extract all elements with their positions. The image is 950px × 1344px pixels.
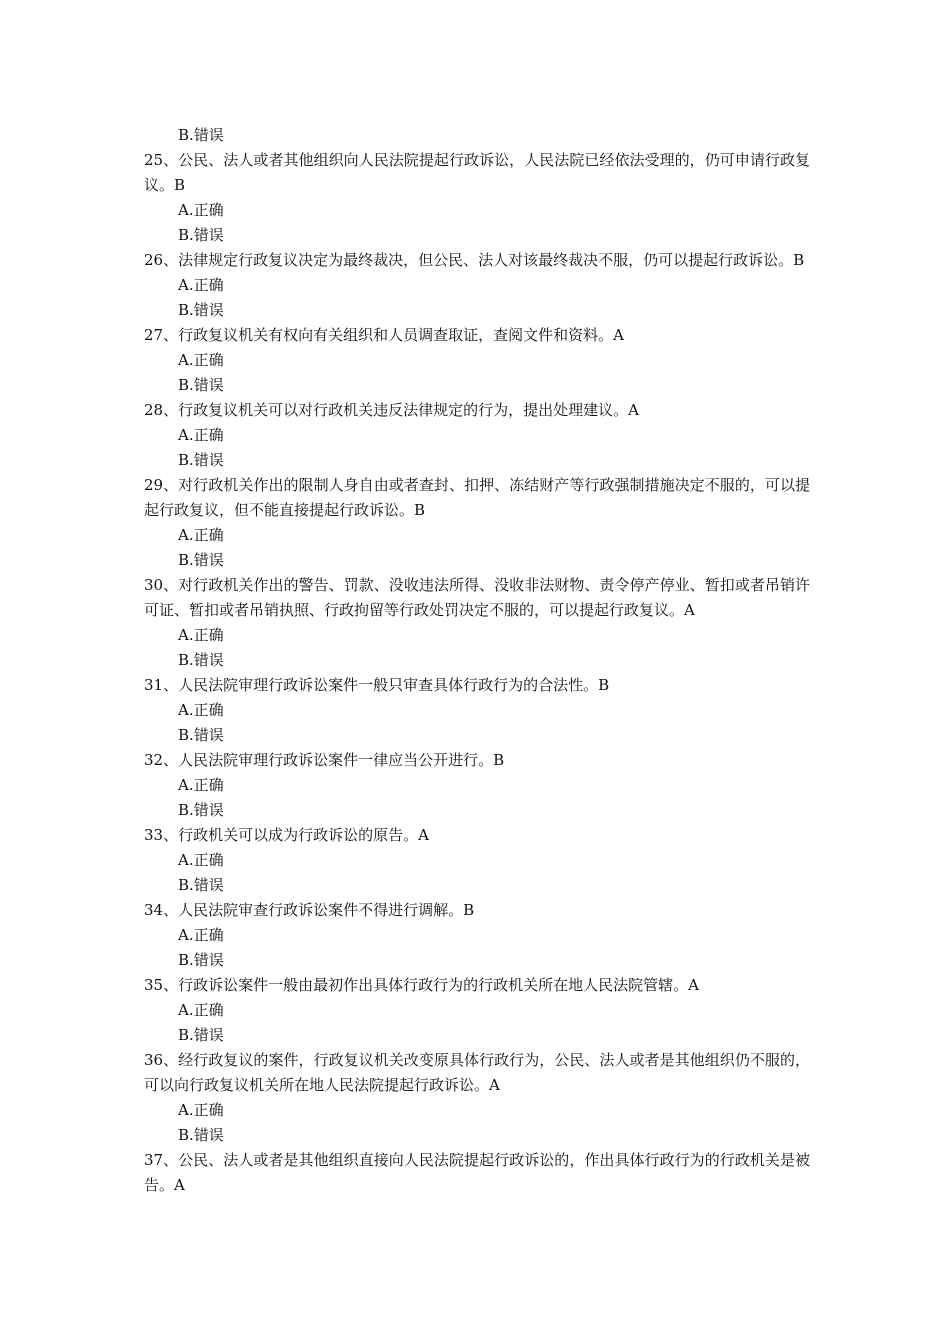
option-a: A.正确 <box>178 701 224 719</box>
question-block <box>144 148 810 248</box>
question-text: 26、法律规定行政复议决定为最终裁决，但公民、法人对该最终裁决不服，仍可以提起行政诉讼。B <box>144 251 805 269</box>
question-text: 27、行政复议机关有权向有关组织和人员调查取证，查阅文件和资料。A <box>144 326 624 344</box>
option-a: A.正确 <box>178 276 224 294</box>
question-text: 33、行政机关可以成为行政诉讼的原告。A <box>144 826 429 844</box>
question-block <box>144 473 810 573</box>
question-block <box>144 823 810 898</box>
option-b: B.错误 <box>178 801 224 819</box>
question-block <box>144 673 810 748</box>
question-block <box>144 748 810 823</box>
option-a: A.正确 <box>178 201 224 219</box>
question-text: 30、对行政机关作出的警告、罚款、没收违法所得、没收非法财物、责令停产停业、暂扣或者吊销许可证、暂扣或者吊销执照、行政拘留等行政处罚决定不服的，可以提起行政复议。A <box>144 576 810 619</box>
option-b: B.错误 <box>178 126 224 144</box>
question-block <box>144 898 810 973</box>
option-b: B.错误 <box>178 451 224 469</box>
option-a: A.正确 <box>178 851 224 869</box>
question-text: 34、人民法院审查行政诉讼案件不得进行调解。B <box>144 901 475 919</box>
option-b: B.错误 <box>178 726 224 744</box>
question-block <box>144 398 810 473</box>
questions-container <box>144 148 810 1198</box>
option-a: A.正确 <box>178 351 224 369</box>
option-a: A.正确 <box>178 1001 224 1019</box>
question-text: 31、人民法院审理行政诉讼案件一般只审查具体行政行为的合法性。B <box>144 676 610 694</box>
option-a: A.正确 <box>178 426 224 444</box>
question-text: 36、经行政复议的案件，行政复议机关改变原具体行政行为，公民、法人或者是其他组织仍不服的，可以向行政复议机关所在地人民法院提起行政诉讼。A <box>144 1051 810 1094</box>
question-list <box>144 123 810 1198</box>
question-text: 29、对行政机关作出的限制人身自由或者查封、扣押、冻结财产等行政强制措施决定不服的，可以提起行政复议，但不能直接提起行政诉讼。B <box>144 476 810 519</box>
question-block <box>144 973 810 1048</box>
question-text: 25、公民、法人或者其他组织向人民法院提起行政诉讼，人民法院已经依法受理的，仍可申请行政复议。B <box>144 151 810 194</box>
option-b: B.错误 <box>178 376 224 394</box>
option-b: B.错误 <box>178 651 224 669</box>
option-a: A.正确 <box>178 776 224 794</box>
question-text: 28、行政复议机关可以对行政机关违反法律规定的行为，提出处理建议。A <box>144 401 639 419</box>
option-a: A.正确 <box>178 926 224 944</box>
question-block <box>144 1148 810 1198</box>
option-b: B.错误 <box>178 301 224 319</box>
option-b: B.错误 <box>178 1026 224 1044</box>
option-a: A.正确 <box>178 626 224 644</box>
question-block <box>144 573 810 673</box>
question-block <box>144 323 810 398</box>
option-b: B.错误 <box>178 1126 224 1144</box>
question-text: 35、行政诉讼案件一般由最初作出具体行政行为的行政机关所在地人民法院管辖。A <box>144 976 699 994</box>
option-a: A.正确 <box>178 1101 224 1119</box>
question-block <box>144 248 810 323</box>
question-text: 37、公民、法人或者是其他组织直接向人民法院提起行政诉讼的，作出具体行政行为的行政机关是被告。A <box>144 1151 810 1194</box>
option-a: A.正确 <box>178 526 224 544</box>
question-block <box>144 1048 810 1148</box>
question-text: 32、人民法院审理行政诉讼案件一律应当公开进行。B <box>144 751 505 769</box>
option-b: B.错误 <box>178 551 224 569</box>
option-b: B.错误 <box>178 226 224 244</box>
option-b: B.错误 <box>178 951 224 969</box>
option-b: B.错误 <box>178 876 224 894</box>
